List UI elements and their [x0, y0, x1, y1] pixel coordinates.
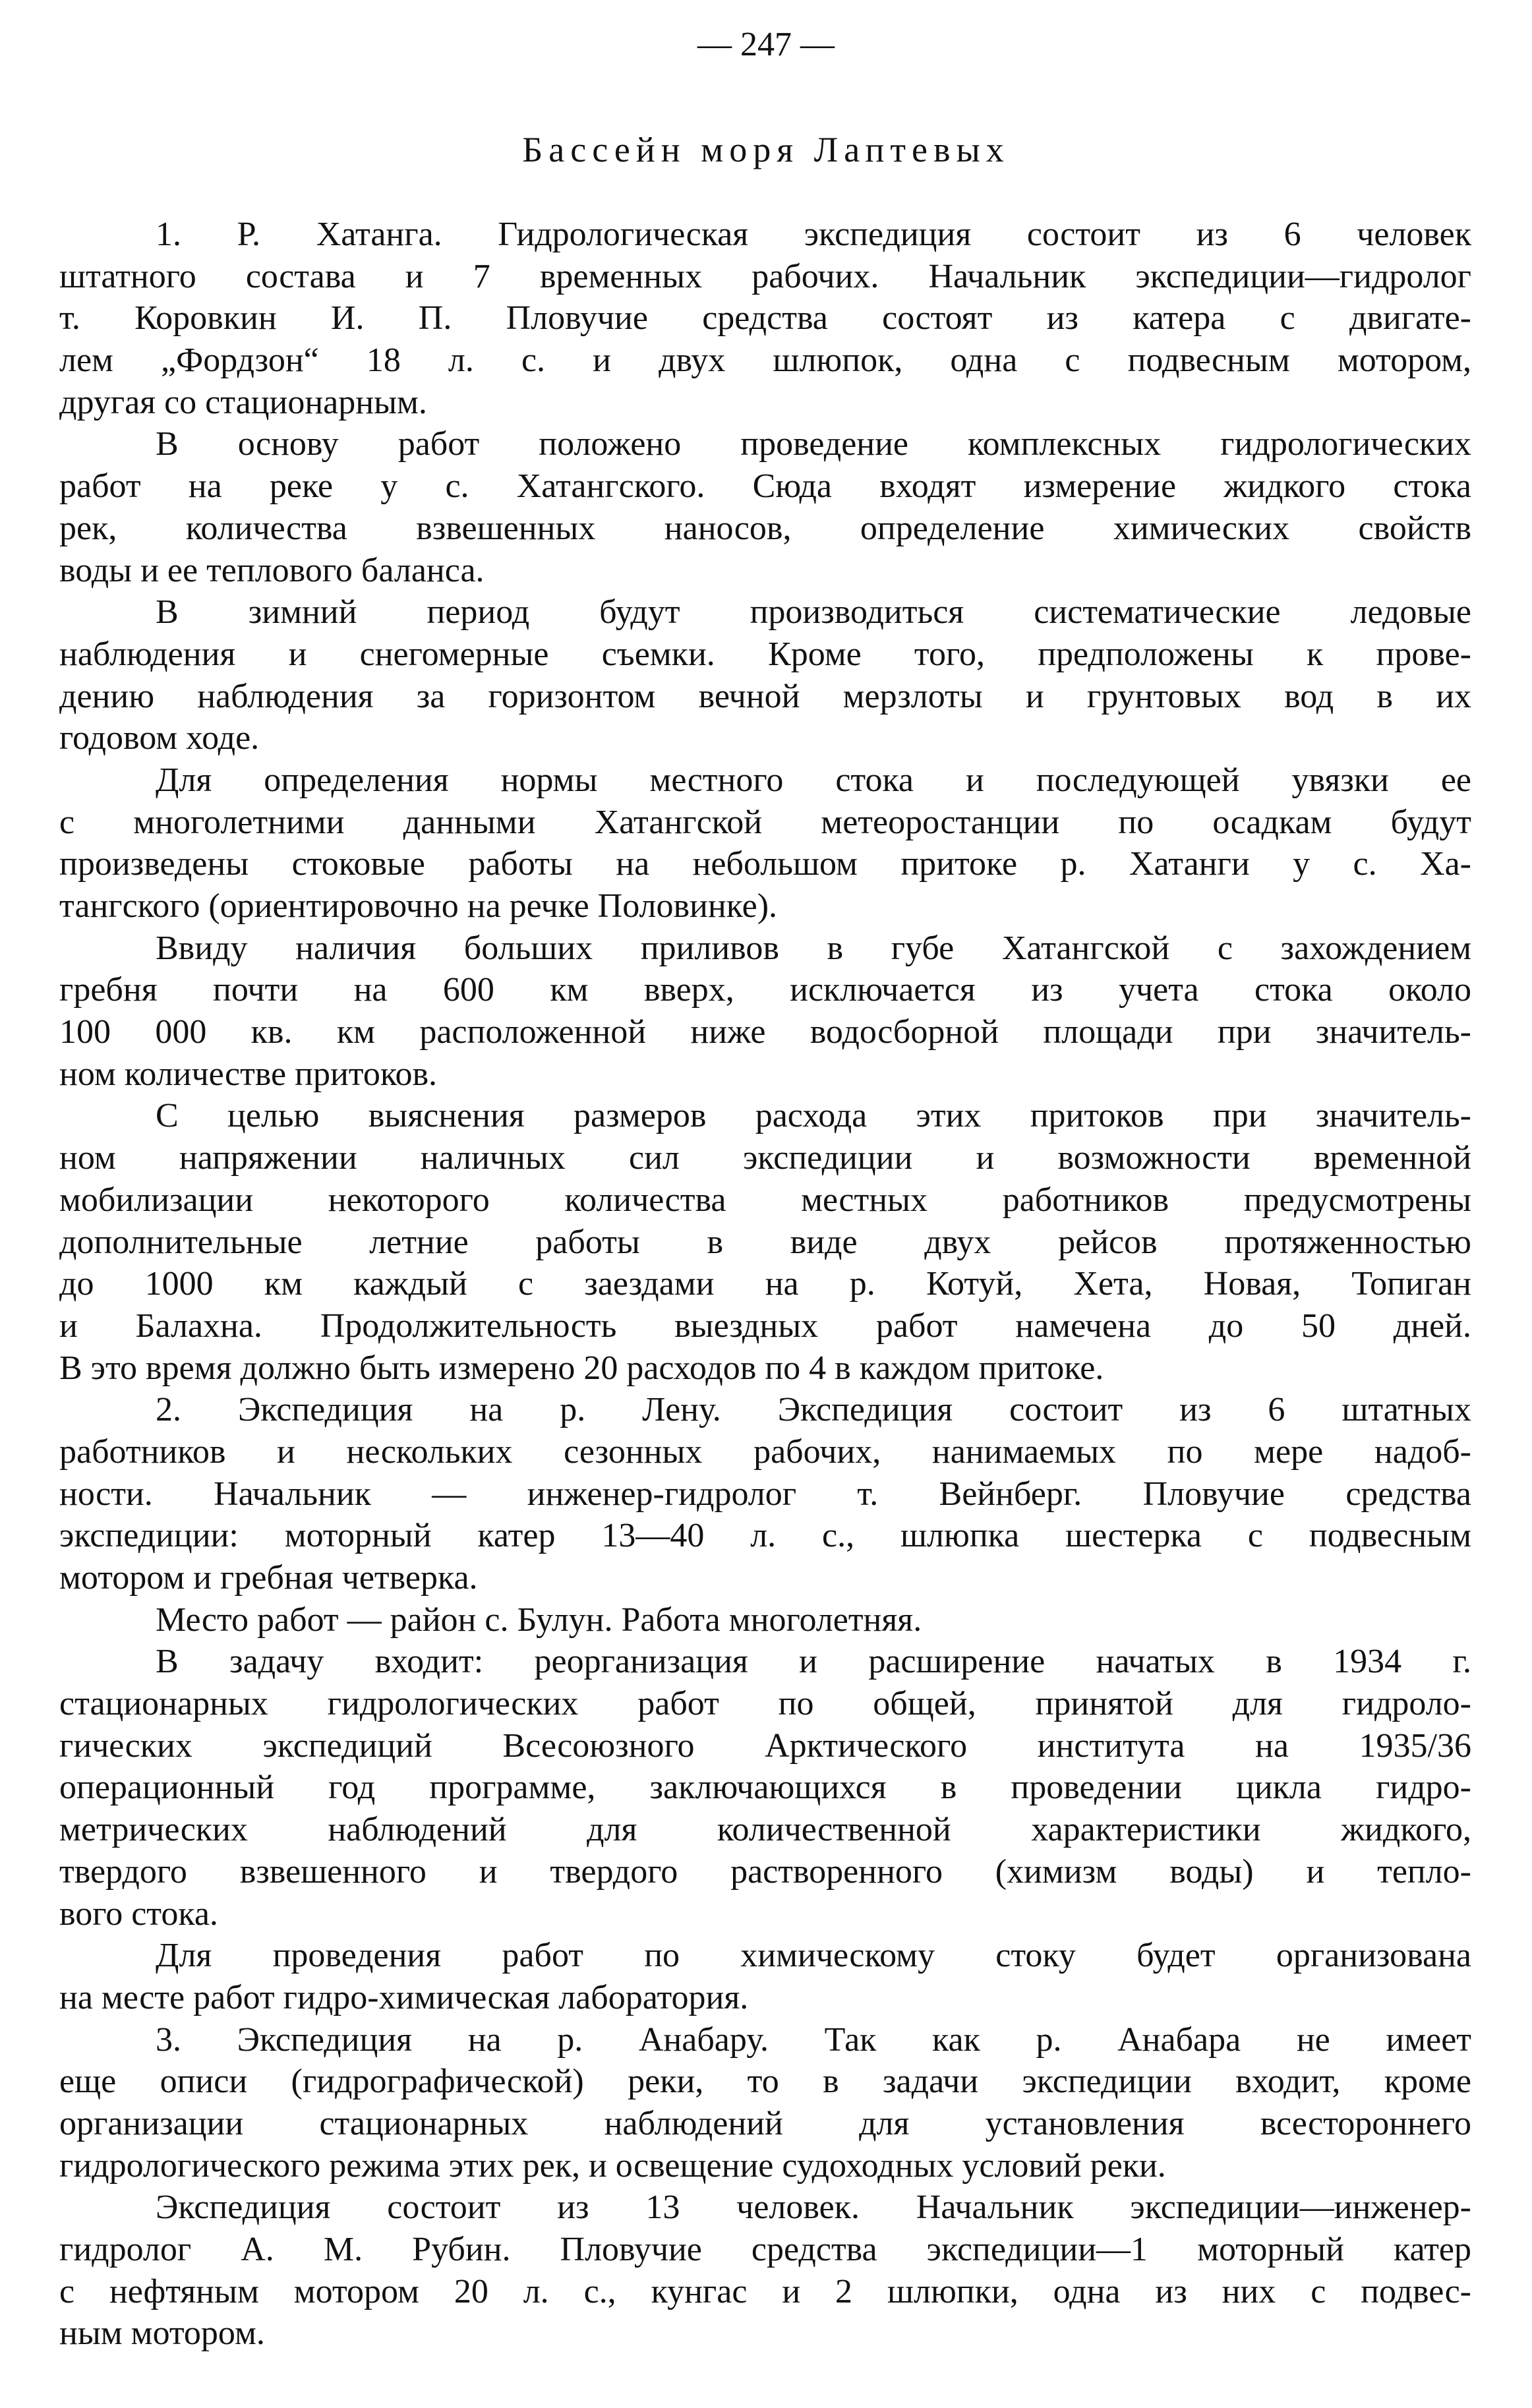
paragraph	[59, 591, 1471, 759]
text-line: гических экспедиций Всесоюзного Арктического института на 1935/36	[59, 1726, 1471, 1765]
text-line: дополнительные летние работы в виде двух рейсов протяженностью	[59, 1223, 1471, 1261]
text-line: ности. Начальник — инженер-гидролог т. Вейнберг. Пловучие средства	[59, 1475, 1471, 1513]
text-line: работ на реке у с. Хатангского. Сюда входят измерение жидкого стока	[59, 467, 1471, 506]
text-line: 2. Экспедиция на р. Лену. Экспедиция состоит из 6 штатных	[156, 1391, 1471, 1429]
text-line: дению наблюдения за горизонтом вечной мерзлоты и грунтовых вод в их	[59, 677, 1471, 715]
text-line: В зимний период будут производиться систематические ледовые	[156, 593, 1471, 631]
text-line: гидрологического режима этих рек, и освещение судоходных условий реки.	[59, 2146, 1166, 2185]
paragraph	[59, 2187, 1471, 2355]
text-line: твердого взвешенного и твердого растворенного (химизм воды) и тепло-	[59, 1852, 1471, 1891]
text-line: 3. Экспедиция на р. Анабару. Так как р. Анабара не имеет	[156, 2020, 1471, 2059]
paragraph	[59, 2019, 1471, 2187]
text-line: до 1000 км каждый с заездами на р. Котуй, Хета, Новая, Топиган	[59, 1265, 1471, 1303]
text-line: Для проведения работ по химическому стоку будет организована	[156, 1937, 1471, 1975]
text-line: и Балахна. Продолжительность выездных работ намечена до 50 дней.	[59, 1307, 1471, 1345]
paragraph	[59, 1599, 1471, 1641]
text-line: на месте работ гидро-химическая лаборатория.	[59, 1978, 749, 2016]
text-line: с многолетними данными Хатангской метеоростанции по осадкам будут	[59, 803, 1471, 841]
text-line: вого стока.	[59, 1894, 218, 1933]
text-line: мотором и гребная четверка.	[59, 1559, 478, 1597]
paragraph	[59, 1095, 1471, 1389]
text-line: 1. Р. Хатанга. Гидрологическая экспедиция состоит из 6 человек	[156, 216, 1471, 253]
text-line: рек, количества взвешенных наносов, определение химических свойств	[59, 509, 1471, 547]
text-line: С целью выяснения размеров расхода этих притоков при значитель-	[156, 1097, 1471, 1135]
text-line: В это время должно быть измерено 20 расходов по 4 в каждом притоке.	[59, 1349, 1104, 1387]
text-line: лем „Фордзон“ 18 л. с. и двух шлюпок, одна с подвесным мотором,	[59, 341, 1471, 380]
page-number: — 247 —	[697, 26, 835, 63]
paragraph	[59, 214, 1471, 423]
text-line: экспедиции: моторный катер 13—40 л. с., шлюпка шестерка с подвесным	[59, 1517, 1471, 1555]
text-line: гребня почти на 600 км вверх, исключается из учета стока около	[59, 971, 1471, 1009]
text-line: другая со стационарным.	[59, 383, 427, 421]
text-line: операционный год программе, заключающихся в проведении цикла гидро-	[59, 1769, 1471, 1807]
text-line: В основу работ положено проведение комплексных гидрологических	[156, 425, 1471, 463]
text-line: т. Коровкин И. П. Пловучие средства состоят из катера с двигате-	[59, 299, 1471, 338]
paragraph	[59, 423, 1471, 591]
text-line: организации стационарных наблюдений для установления всестороннего	[59, 2104, 1471, 2142]
text-line: наблюдения и снегомерные съемки. Кроме того, предположены к прове-	[59, 635, 1471, 673]
text-line: работников и нескольких сезонных рабочих, нанимаемых по мере надоб-	[59, 1432, 1471, 1471]
text-line: тангского (ориентировочно на речке Половинке).	[59, 887, 778, 925]
text-line: Экспедиция состоит из 13 человек. Начальник экспедиции—инженер-	[156, 2188, 1471, 2227]
text-line: стационарных гидрологических работ по общей, принятой для гидроло-	[59, 1685, 1471, 1723]
text-line: с нефтяным мотором 20 л. с., кунгас и 2 шлюпки, одна из них с подвес-	[59, 2272, 1471, 2310]
paragraph	[59, 759, 1471, 927]
text-line: Ввиду наличия больших приливов в губе Хатангской с захождением	[156, 929, 1471, 967]
text-line: произведены стоковые работы на небольшом притоке р. Хатанги у с. Ха-	[59, 845, 1471, 883]
text-line: Место работ — район с. Булун. Работа многолетняя.	[156, 1600, 922, 1639]
text-line: ном напряжении наличных сил экспедиции и возможности временной	[59, 1139, 1471, 1177]
text-line: В задачу входит: реорганизация и расширение начатых в 1934 г.	[156, 1643, 1471, 1681]
document-body	[59, 214, 1471, 2355]
text-line: штатного состава и 7 временных рабочих. Начальник экспедиции—гидролог	[59, 257, 1471, 295]
text-line: мобилизации некоторого количества местных работников предусмотрены	[59, 1181, 1471, 1219]
text-line: еще описи (гидрографической) реки, то в задачи экспедиции входит, кроме	[59, 2063, 1471, 2101]
paragraph	[59, 1935, 1471, 2018]
section-title: Бассейн моря Лаптевых	[522, 130, 1010, 169]
text-line: воды и ее теплового баланса.	[59, 551, 485, 589]
text-line: ном количестве притоков.	[59, 1055, 437, 1093]
text-line: годовом ходе.	[59, 719, 260, 757]
text-line: 100 000 кв. км расположенной ниже водосборной площади при значитель-	[59, 1013, 1471, 1051]
paragraph	[59, 927, 1471, 1096]
text-line: ным мотором.	[59, 2314, 265, 2353]
paragraph	[59, 1389, 1471, 1599]
paragraph	[59, 1641, 1471, 1935]
text-line: метрических наблюдений для количественной характеристики жидкого,	[59, 1811, 1471, 1849]
text-line: гидролог А. М. Рубин. Пловучие средства экспедиции—1 моторный катер	[59, 2231, 1471, 2268]
text-line: Для определения нормы местного стока и последующей увязки ее	[156, 761, 1471, 799]
